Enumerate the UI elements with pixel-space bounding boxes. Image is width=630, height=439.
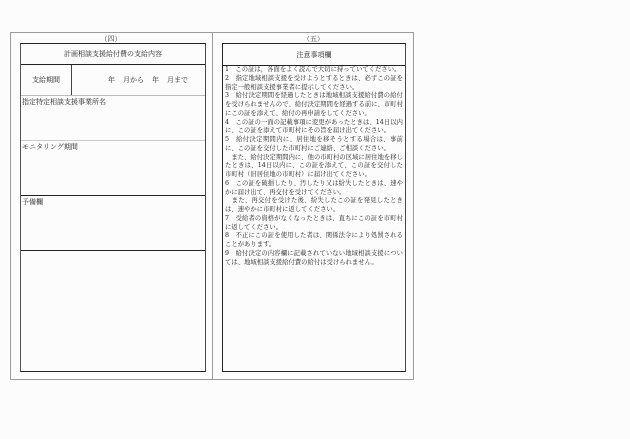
shop-name-label: 指定特定相談支援事業所名	[22, 98, 106, 106]
period-year-start: 年	[108, 76, 115, 84]
notes-table	[222, 43, 406, 372]
page-divider	[212, 32, 213, 380]
payment-content-table	[20, 43, 206, 372]
payment-period-label: 支給期間	[21, 65, 72, 95]
note-item: また、再交付を受けた後、紛失したこの証を発見したときは、速やかに市町村に返してください。	[225, 197, 403, 213]
page-number-left: （四）	[100, 35, 122, 43]
period-year-end: 年	[152, 76, 159, 84]
page-number-right: （五）	[303, 35, 324, 43]
blank-area	[21, 251, 205, 371]
note-item: 8 不正にこの証を使用した者は、関係法令により処罰されることがあります。	[225, 232, 403, 248]
monitoring-period-label: モニタリング期間	[22, 143, 78, 151]
notes-title: 注意事項欄	[223, 44, 405, 66]
notes-body	[225, 66, 403, 267]
payment-period-row	[21, 65, 205, 96]
payment-period-value	[71, 65, 205, 95]
period-month-to: 月まで	[167, 76, 188, 84]
note-item: 3 給付決定期間を経過したときは地域相談支援給付費の給付を受けられませんので、給付決定期間を経過する前に、市町村にこの証を添えて、給付の再申請をしてください。	[225, 92, 403, 117]
spare-label: 予備欄	[22, 198, 43, 206]
spare-field	[21, 196, 205, 251]
table-title: 計画相談支援給付費の支給内容	[21, 44, 205, 65]
period-month-from: 月から	[123, 76, 144, 84]
note-item: 9 給付決定の内容欄に記載されていない地域相談支援については、地域相談支援給付費の給付は受けられません。	[225, 249, 403, 266]
note-item: 2 指定地域相談支援を受けようとするときは、必ずこの証を指定一般相談支援事業者に提示してください。	[225, 74, 403, 91]
note-item: また、給付決定期間内に、他の市町村の区域に居住地を移したときは、14日以内に、この証を添えて、この証を交付した市町村（旧居住地の市町村）に届け出てください。	[225, 153, 403, 178]
monitoring-period-field	[21, 141, 205, 196]
note-item: 5 給付決定期間内に、居住地を移そうとする場合は、事前に、この証を交付した市町村にご連絡、ご相談ください。	[225, 136, 403, 152]
note-item: 1 この証は，各面をよく読んで大切に持っていてください。	[225, 66, 401, 73]
note-item: 4 この証の一面の記載事項に変更があったときは、14日以内に、この証を添えて市町村にその旨を届け出てください。	[225, 118, 403, 135]
note-item: 6 この証を破損したり、汚したり又は紛失したときは、速やかに届け出て、再交付を受けてください。	[225, 179, 403, 196]
note-item: 7 受給者の資格がなくなったときは、直ちにこの証を市町村に返してください。	[225, 214, 403, 231]
shop-name-field	[21, 96, 205, 141]
